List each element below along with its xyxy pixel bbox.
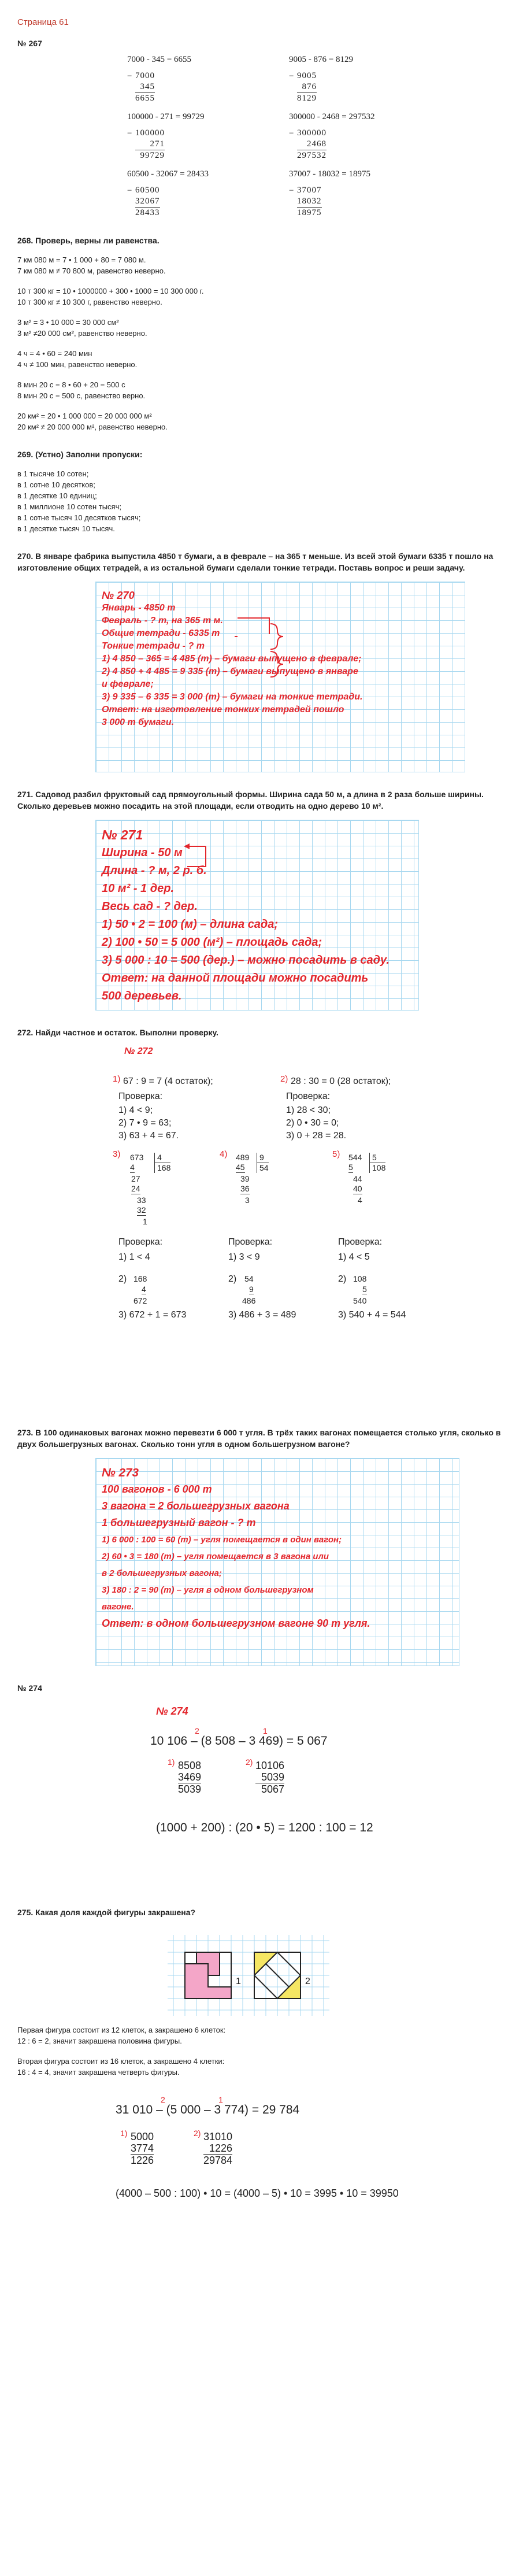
ex272-solution [113,1046,471,1411]
ex268-line: 8 мин 20 с = 500 с, равенство верно. [17,391,146,400]
ex270-line: Февраль - ? т, на 365 т м. [102,616,223,626]
ex270-line: Общие тетради - 6335 т [102,628,220,638]
ex272-n4: 4) [220,1149,228,1159]
ex272-c5-0: 1) 4 < 5 [338,1252,370,1262]
ex271-line: Весь сад - ? дер. [102,900,198,913]
ex275-line: Первая фигура состоит из 12 клеток, а закрашено 6 клеток: [17,2026,226,2034]
ex268-line: 10 т 300 кг = 10 • 1000000 + 300 • 1000 = 10 300 000 г. [17,287,204,295]
ex272-title: № 272 [124,1046,153,1056]
ex272-c4-5: 3) 486 + 3 = 489 [228,1310,296,1320]
ex273-heading: 273. В 100 одинаковых вагонах можно перевезти 6 000 т угля. В трёх таких вагонах помещается столько угля, сколько в двух большегрузных вагонах. Сколько тонн угля в одном большегрузном вагоне? [17,1428,501,1449]
ex270-line: 3 000 т бумаги. [102,717,175,727]
ex273-line: Ответ: в одном большегрузном вагоне 90 т угля. [102,1618,370,1629]
ex272-n2: 2) [280,1074,288,1084]
last-col1: 5000 3774 1226 [131,2131,154,2166]
ex272-c2-1: 2) 0 • 30 = 0; [286,1118,339,1128]
ex271-line: 2) 100 • 50 = 5 000 (м²) – площадь сада; [102,936,322,949]
last-col2: 31010 1226 29784 [203,2131,233,2166]
ex272-e1: 67 : 9 = 7 (4 остаток); [123,1076,213,1086]
ex267-item [289,55,445,104]
division-4: 489 9 54 45 39 36 3 [236,1153,269,1205]
ex274-col1: 8508 3469 5039 [178,1760,202,1795]
ex270-line: 2) 4 850 + 4 485 = 9 335 (т) – бумаги выпущено в январе [102,667,358,676]
last-order-1: 1 [218,2095,223,2104]
ex267-equation: 100000 - 271 = 99729 [127,112,205,121]
ex272-e2: 28 : 30 = 0 (28 остаток); [291,1076,391,1086]
ex267-column: − 60500 32067 28433 [127,186,160,217]
ex268-line: 4 ч ≠ 100 мин, равенство неверно. [17,360,138,369]
ex268-line: 3 м² ≠20 000 см², равенство неверно. [17,329,147,338]
ex271-heading: 271. Садовод разбил фруктовый сад прямоугольный формы. Ширина сада 50 м, а длина в 2 раза больше ширины. Сколько деревьев можно посадить на этой площади, если отводить на одно дерево 10 м². [17,790,484,810]
figure-1-label: 1 [236,1977,241,1986]
ex272-c2-0: 1) 28 < 30; [286,1105,331,1115]
ex267-item [289,169,445,219]
ex271-line: 500 деревьев. [102,990,182,1002]
ex267-column: − 7000 345 6655 [127,71,155,103]
ex272-c1-1: 2) 7 • 9 = 63; [118,1118,172,1128]
ex269-body [17,468,506,534]
ex273-line: 3) 180 : 2 = 90 (т) – угля в одном большегрузном [102,1585,314,1595]
last-step2: 2) [194,2129,201,2138]
ex267-equation: 37007 - 18032 = 18975 [289,169,370,179]
ex274-eq2: (1000 + 200) : (20 • 5) = 1200 : 100 = 12 [156,1821,373,1834]
ex267-equation: 60500 - 32067 = 28433 [127,169,209,179]
ex274-title: № 274 [156,1705,188,1717]
ex271-line: 10 м² - 1 дер. [102,882,174,895]
last-solution [104,2078,506,2263]
ex270-line: Январь - 4850 т [102,603,176,613]
ex270-heading: 270. В январе фабрика выпустила 4850 т бумаги, а в феврале – на 365 т меньше. Из всей этой бумаги 6335 т пошло на изготовление общих тетрадей, а из остальной бумаги сделали тонкие тетради. Поставь вопрос и реши задачу. [17,552,494,572]
ex275-line: 16 : 4 = 4, значит закрашена четверть фигуры. [17,2068,180,2077]
ex273-line: 1 большегрузный вагон - ? т [102,1517,256,1528]
ex273-line: 2) 60 • 3 = 180 (т) – угля помещается в 3 вагона или [102,1552,329,1561]
ex272-check4: Проверка: [228,1237,273,1247]
last-eq2: (4000 – 500 : 100) • 10 = (4000 – 5) • 10 = 3995 • 10 = 39950 [116,2188,399,2199]
ex275-line: Вторая фигура состоит из 16 клеток, а закрашено 4 клетки: [17,2057,225,2066]
ex271-line: Ширина - 50 м [102,846,183,859]
ex274-step1: 1) [168,1757,175,1767]
ex272-n3: 3) [113,1149,121,1159]
ex275-heading: 275. Какая доля каждой фигуры закрашена? [17,1908,196,1917]
ex270-line: № 270 [102,589,135,601]
ex271-line: 1) 50 • 2 = 100 (м) – длина сада; [102,918,279,931]
ex272-check3: Проверка: [118,1237,163,1247]
ex269-heading: 269. (Устно) Заполни пропуски: [17,450,143,459]
ex272-check5: Проверка: [338,1237,383,1247]
ex273-line: № 273 [102,1466,139,1479]
ex271-line: № 271 [102,827,143,842]
ex272-c5-1: 2) [338,1274,347,1284]
relation-arrow [183,835,229,881]
ex269-line: в 1 сотне 10 десятков; [17,480,95,489]
ex272-c2-2: 3) 0 + 28 = 28. [286,1131,347,1141]
ex268-pair [17,254,506,276]
ex272-c4-4: 486 [242,1296,256,1305]
ex272-c4-3: 9 [249,1285,254,1294]
ex268-line: 20 км² ≠ 20 000 000 м², равенство неверно. [17,423,168,431]
brace-arrows [235,611,350,692]
ex271-line: Ответ: на данной площади можно посадить [102,972,369,984]
ex267-column: − 9005 876 8129 [289,71,317,103]
ex268-pair [17,410,506,432]
ex268-line: 3 м² = 3 • 10 000 = 30 000 см² [17,318,119,327]
ex270-line: 3) 9 335 – 6 335 = 3 000 (т) – бумаги на тонкие тетради. [102,692,363,702]
ex267-equation: 9005 - 876 = 8129 [289,55,353,64]
ex267-item [289,112,445,161]
ex273-line: 3 вагона = 2 большегрузных вагона [102,1500,290,1512]
ex274-order-2: 2 [195,1726,199,1735]
ex272-c5-4: 540 [353,1296,367,1305]
ex268-line: 7 км 080 м ≠ 70 800 м, равенство неверно. [17,267,166,275]
ex270-solution [95,582,465,772]
ex267-item [127,55,283,104]
ex275-line: 12 : 6 = 2, значит закрашена половина фигуры. [17,2037,182,2045]
ex273-line: вагоне. [102,1602,134,1612]
ex274-eq1: 10 106 – (8 508 – 3 469) = 5 067 [150,1734,328,1748]
ex272-c4-0: 1) 3 < 9 [228,1252,260,1262]
ex275-figures [168,1926,506,2024]
ex269-line: в 1 тысяче 10 сотен; [17,469,89,478]
ex267-grid [127,55,506,219]
ex267-item [127,169,283,219]
ex268-line: 4 ч = 4 • 60 = 240 мин [17,349,92,358]
ex272-c5-5: 3) 540 + 4 = 544 [338,1310,406,1320]
ex273-line: в 2 большегрузных вагона; [102,1568,222,1578]
ex270-line: Тонкие тетради - ? т [102,641,205,651]
ex272-c3-1: 2) [118,1274,127,1284]
ex272-c5-3: 5 [362,1285,367,1294]
ex269-line: в 1 десятке тысяч 10 тысяч. [17,524,115,533]
fraction-figures [168,1935,329,2016]
ex270-line: Ответ: на изготовление тонких тетрадей пошло [102,705,344,715]
ex271-line: Длина - ? м, 2 р. б. [102,864,207,877]
ex272-c3-2: 168 [133,1274,147,1283]
ex267-column: − 100000 271 99729 [127,128,165,160]
ex274-step2: 2) [246,1757,253,1767]
ex273-solution [95,1458,459,1666]
last-step1: 1) [120,2129,128,2138]
ex272-c1-0: 1) 4 < 9; [118,1105,153,1115]
ex268-heading: 268. Проверь, верны ли равенства. [17,236,160,245]
figure-2-label: 2 [305,1977,310,1986]
ex268-line: 8 мин 20 с = 8 • 60 + 20 = 500 с [17,380,125,389]
ex268-pair [17,379,506,401]
ex274-number: № 274 [17,1683,42,1693]
ex269-line: в 1 десятке 10 единиц; [17,491,97,500]
ex271-solution [95,820,419,1011]
ex272-c5-2: 108 [353,1274,367,1283]
ex267-equation: 300000 - 2468 = 297532 [289,112,375,121]
ex272-check2: Проверка: [286,1091,331,1101]
ex273-line: 1) 6 000 : 100 = 60 (т) – угля помещается в один вагон; [102,1535,342,1545]
last-order-2: 2 [161,2095,165,2104]
ex268-pair [17,348,506,370]
ex273-line: 100 вагонов - 6 000 т [102,1483,212,1495]
ex268-body [17,254,506,432]
page-link[interactable]: Страница 61 [17,17,69,27]
ex268-pair [17,286,506,308]
ex267-item [127,112,283,161]
ex272-heading: 272. Найди частное и остаток. Выполни проверку. [17,1028,218,1037]
ex275-body [17,2024,506,2078]
ex267-column: − 300000 2468 297532 [289,128,327,160]
ex268-pair [17,317,506,339]
ex272-n5: 5) [332,1149,340,1159]
ex269-line: в 1 сотне тысяч 10 десятков тысяч; [17,513,141,522]
ex272-n1: 1) [113,1074,121,1084]
ex268-line: 10 т 300 кг ≠ 10 300 г, равенство неверно. [17,298,162,306]
ex267-column: − 37007 18032 18975 [289,186,322,217]
ex272-c4-1: 2) [228,1274,237,1284]
last-eq1: 31 010 – (5 000 – 3 774) = 29 784 [116,2103,300,2116]
ex270-line: и феврале; [102,679,154,689]
ex274-order-1: 1 [263,1726,268,1735]
ex267-equation: 7000 - 345 = 6655 [127,55,191,64]
ex272-c3-0: 1) 1 < 4 [118,1252,150,1262]
ex274-solution [133,1700,506,1890]
ex272-c1-2: 3) 63 + 4 = 67. [118,1131,179,1141]
ex272-c4-2: 54 [244,1274,254,1283]
ex269-line: в 1 миллионе 10 сотен тысяч; [17,502,121,511]
ex274-col2: 10106 5039 5067 [255,1760,285,1795]
ex272-c3-5: 3) 672 + 1 = 673 [118,1310,187,1320]
division-5: 544 5 108 5 44 40 4 [348,1153,386,1205]
ex272-c3-3: 4 [142,1285,146,1294]
ex272-c3-4: 672 [133,1296,147,1305]
ex268-line: 7 км 080 м = 7 • 1 000 + 80 = 7 080 м. [17,256,146,264]
division-3: 673 4 168 4 27 24 33 32 1 [130,1153,171,1226]
ex268-line: 20 км² = 20 • 1 000 000 = 20 000 000 м² [17,412,152,420]
ex271-line: 3) 5 000 : 10 = 500 (дер.) – можно посадить в саду. [102,954,390,967]
ex270-line: 1) 4 850 – 365 = 4 485 (т) – бумаги выпущено в феврале; [102,654,362,664]
ex267-number: № 267 [17,39,42,48]
ex272-check1: Проверка: [118,1091,163,1101]
